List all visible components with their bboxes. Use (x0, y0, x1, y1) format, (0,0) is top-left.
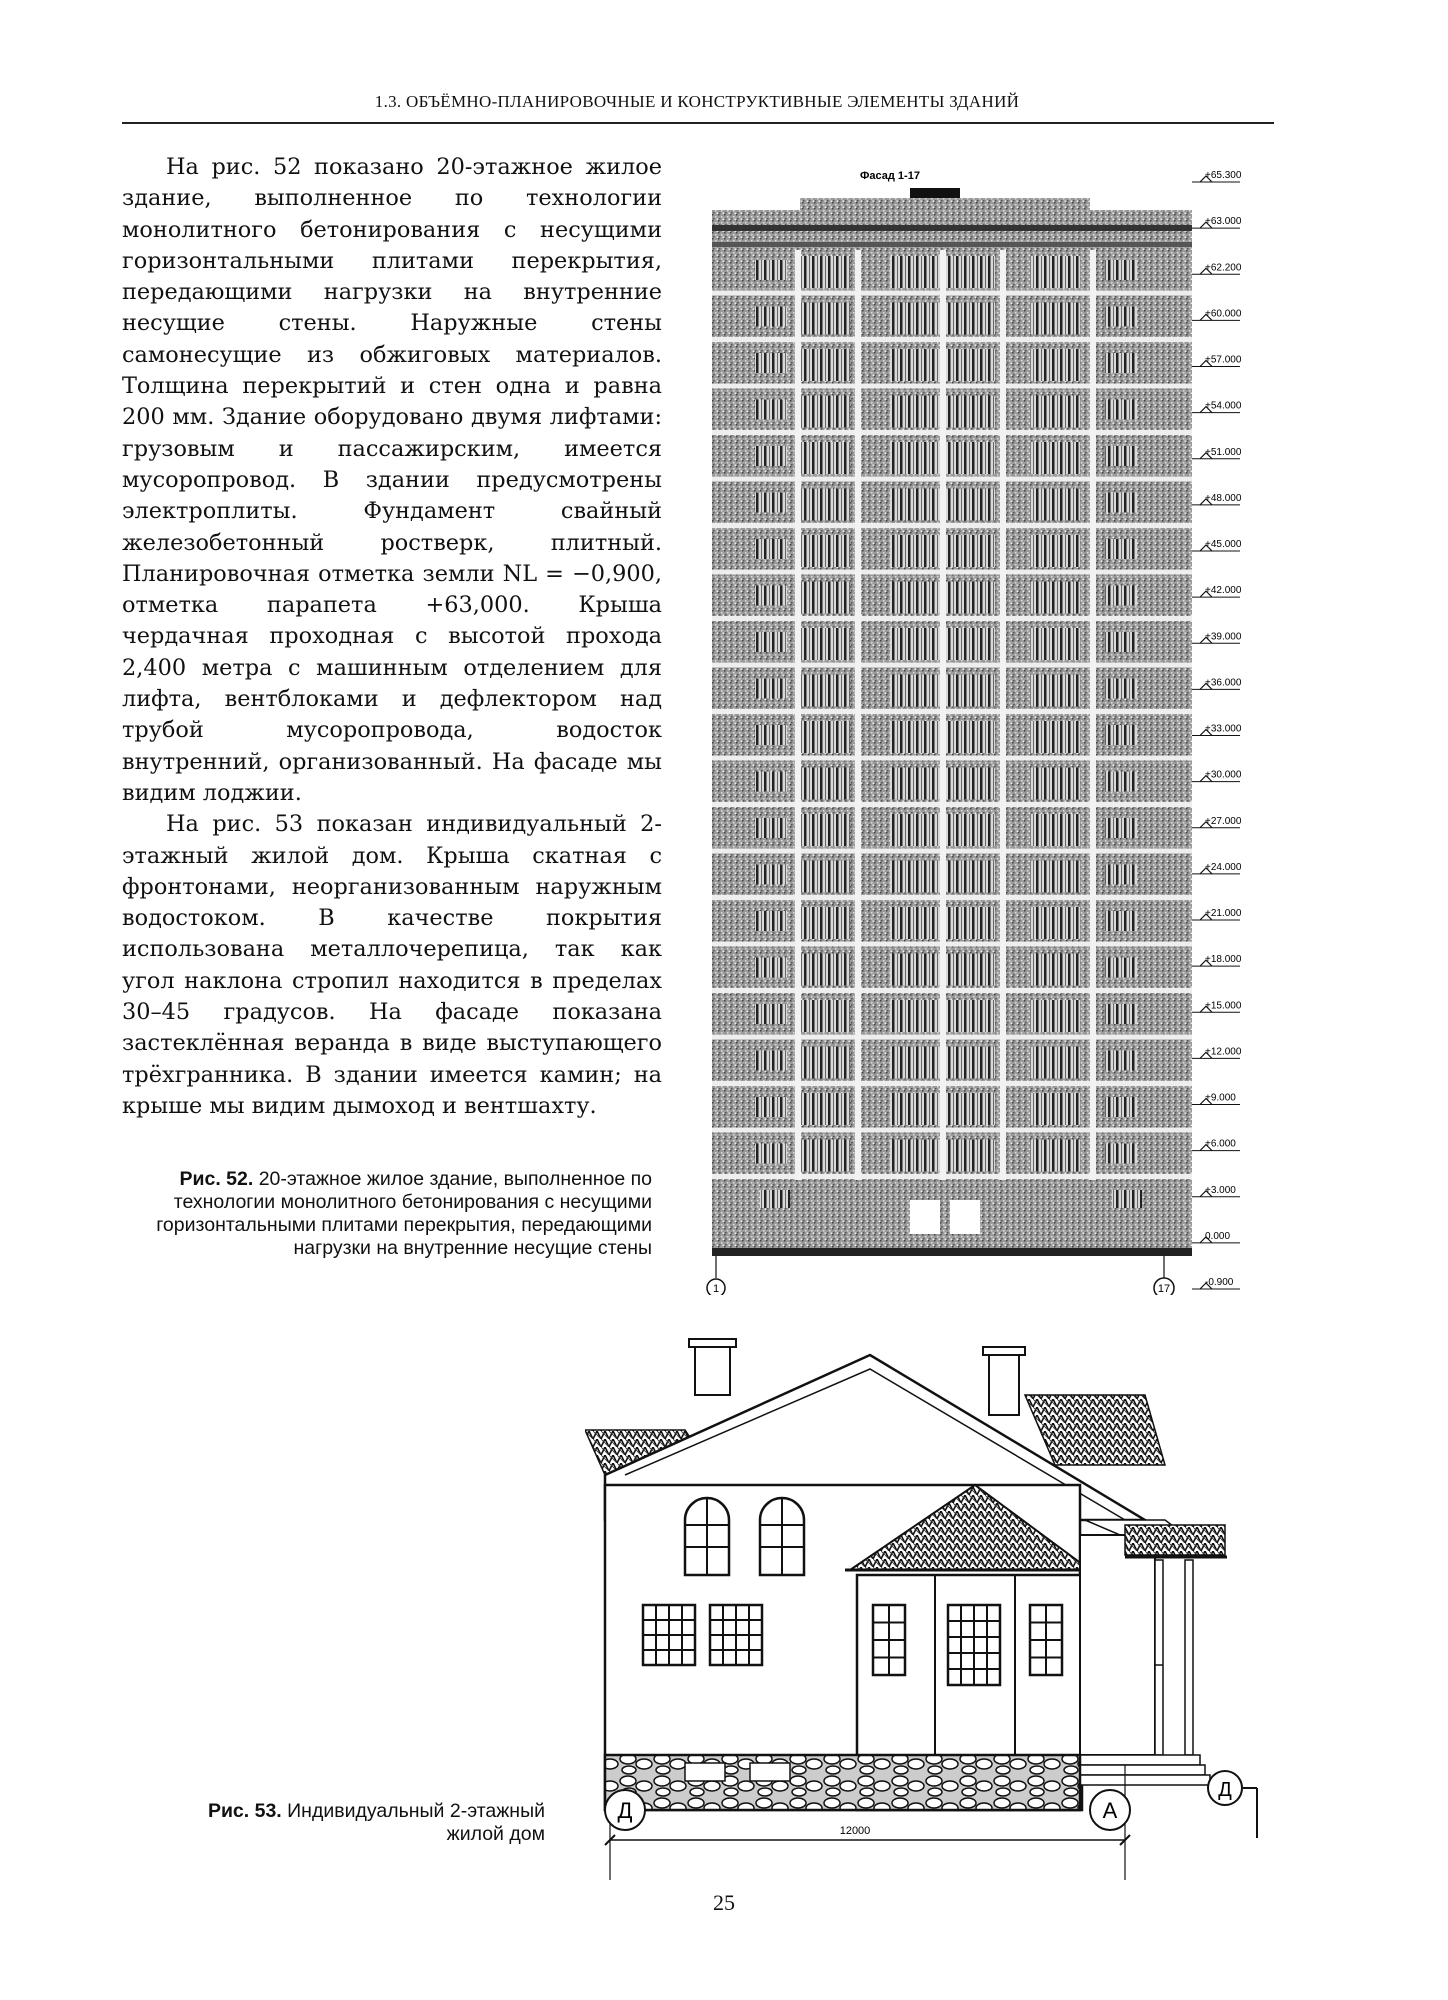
elevation-mark: +18.000 (1205, 954, 1242, 966)
facade-title: Фасад 1-17 (860, 170, 920, 182)
grid-window (1030, 1605, 1062, 1675)
elevation-mark: +57.000 (1205, 354, 1242, 366)
elevation-mark: +27.000 (1205, 815, 1242, 827)
figure-53-axis-markers (585, 1770, 1285, 1840)
paragraph-2: На рис. 53 показан индивидуальный 2-этажный жилой дом. Крыша скатная с фронтонами, неорганизованным наружным водостоком. В качестве покрытия использована металлочерепица, так как угол наклона стропил находится в пределах 30–45 градусов. На фасаде показана застеклённая веранда в виде выступающего трёхгранника. В здании имеется камин; на крыше мы видим дымоход и вентшахту. (122, 811, 662, 1119)
grid-window (873, 1605, 905, 1675)
elevation-mark: +21.000 (1205, 908, 1242, 919)
grid-window (948, 1605, 1000, 1685)
elevation-mark: +3.000 (1205, 1184, 1236, 1196)
elevation-mark: +62.200 (1205, 262, 1242, 274)
axis-label-d-left: Д (617, 1798, 633, 1823)
elevation-mark: +30.000 (1205, 769, 1242, 781)
axis-label-a: А (1102, 1798, 1118, 1823)
dimension-label: 12000 (839, 1825, 871, 1837)
figure-53-caption-label: Рис. 53. (207, 1800, 282, 1822)
elevation-mark: +15.000 (1205, 1000, 1242, 1012)
figure-53-caption (200, 1800, 545, 1846)
arched-window-right (760, 1498, 804, 1575)
elevation-mark: +48.000 (1205, 492, 1242, 504)
elevation-mark: +9.000 (1205, 1092, 1236, 1104)
grid-window (710, 1605, 762, 1665)
axis-label-right: 17 (1157, 1283, 1171, 1295)
axis-label-d-right: Д (1218, 1779, 1232, 1801)
arched-window-left (685, 1498, 729, 1575)
body-text (122, 152, 662, 1122)
elevation-mark: 0.000 (1205, 1230, 1231, 1242)
page-number: 25 (713, 1890, 735, 1915)
elevation-mark: +60.000 (1205, 308, 1242, 320)
grid-window (643, 1605, 695, 1665)
elevation-mark: -0.900 (1205, 1277, 1234, 1288)
elevation-mark: +33.000 (1205, 723, 1242, 735)
running-header: 1.3. ОБЪЁМНО-ПЛАНИРОВОЧНЫЕ И КОНСТРУКТИВНЫЕ ЭЛЕМЕНТЫ ЗДАНИЙ (374, 92, 1020, 111)
elevation-mark: +39.000 (1205, 631, 1242, 643)
elevation-mark: +24.000 (1205, 861, 1242, 873)
elevation-mark: +51.000 (1205, 446, 1242, 458)
elevation-mark: +65.300 (1205, 170, 1242, 181)
elevation-mark: +6.000 (1205, 1138, 1236, 1150)
elevation-mark: +45.000 (1205, 539, 1242, 550)
figure-53-caption-text: Индивидуальный 2-этажный жилой дом (287, 1800, 545, 1845)
figure-52-building-facade (700, 160, 1280, 1295)
paragraph-1: На рис. 52 показано 20-этажное жилое здание, выполненное по технологии монолитного бетонирования с несущими горизонтальными плитами перекрытия, передающими нагрузки на внутренние несущие стены. Наружные стены самонесущие из обжиговых материалов. Толщина перекрытий и стен одна и равна 200 мм. Здание оборудовано двумя лифтами: грузовым и пассажирским, имеется мусоропровод. В здании предусмотрены электроплиты. Фундамент свайный железобетонный ростверк, плитный. Планировочная отметка земли NL = −0,900, отметка парапета +63,000. Крыша чердачная проходная с высотой прохода 2,400 метра с машинным отделением для лифта, вентблоками и дефлектором над трубой мусоропровода, водосток внутренний, организованный. На фасаде мы видим лоджии. (122, 154, 662, 806)
header-rule (122, 122, 1274, 124)
figure-52-caption (122, 1168, 652, 1260)
elevation-mark: +42.000 (1205, 585, 1242, 597)
figure-52-caption-label: Рис. 52. (179, 1168, 254, 1190)
elevation-mark: +63.000 (1205, 216, 1242, 228)
elevation-mark: +12.000 (1205, 1046, 1242, 1058)
axis-label-left: 1 (712, 1283, 720, 1295)
elevation-mark: +54.000 (1205, 400, 1242, 412)
elevation-mark: +36.000 (1205, 677, 1242, 689)
figure-52-caption-text: 20-этажное жилое здание, выполненное по технологии монолитного бетонирования с несущими горизонтальными плитами перекрытия, передающими нагрузки на внутренние несущие стены (156, 1168, 652, 1259)
